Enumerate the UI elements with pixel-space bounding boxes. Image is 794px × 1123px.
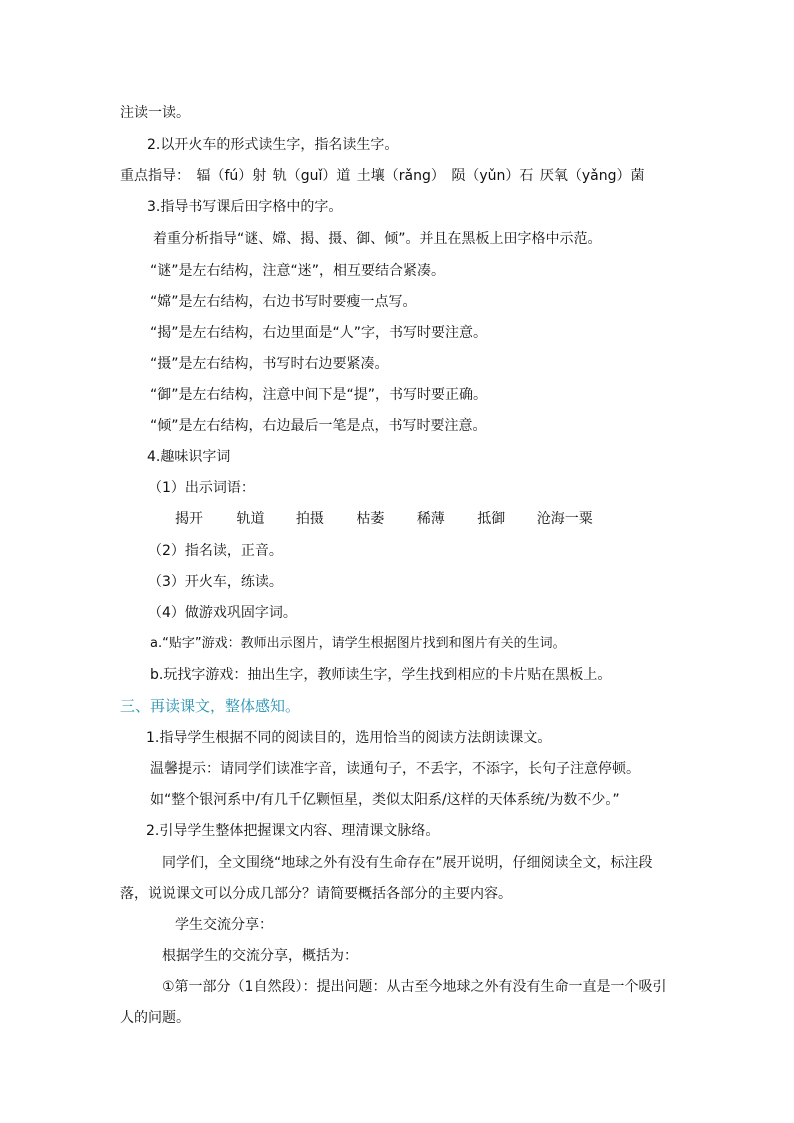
text-line: “倾”是左右结构，右边最后一笔是点，书写时要注意。	[150, 418, 487, 434]
text-line: 2.以开火车的形式读生字，指名读生字。	[147, 137, 399, 153]
word-list	[175, 510, 593, 528]
text-line: 学生交流分享：	[175, 917, 273, 933]
text-line: “谜”是左右结构，注意“迷”，相互要结合紧凑。	[150, 263, 446, 279]
text-line: 温馨提示：请同学们读准字音，读通句子，不丢字，不添字，长句子注意停顿。	[150, 761, 640, 777]
text-line: 如“整个银河系中/有几千亿颗恒星，类似太阳系/这样的天体系统/为数不少。”	[150, 792, 620, 808]
text-line: （4）做游戏巩固字词。	[148, 605, 297, 621]
text-line: （3）开火车，练读。	[148, 574, 283, 590]
text-line: “揭”是左右结构，右边里面是“人”字，书写时要注意。	[150, 325, 488, 341]
text-line: 落，说说课文可以分成几部分？请简要概括各部分的主要内容。	[120, 886, 512, 902]
word-item: 枯萎	[356, 511, 385, 527]
word-item: 拍摄	[295, 511, 324, 527]
text-line: （2）指名读，正音。	[148, 543, 283, 559]
text-line: ①第一部分（1自然段）：提出问题：从古至今地球之外有没有生命一直是一个吸引	[162, 979, 667, 995]
text-line: 重点指导： 辐（fú）射 轨（guǐ）道 土壤（rǎng） 陨（yǔn）石 厌氧（yǎng）菌	[120, 168, 645, 184]
word-item: 沧海一粟	[536, 511, 593, 527]
text-line: （1）出示词语：	[148, 480, 255, 496]
text-line: “御”是左右结构，注意中间下是“提”，书写时要正确。	[150, 387, 488, 403]
word-item: 揭开	[175, 511, 203, 527]
text-line: 2.引导学生整体把握课文内容、理清课文脉络。	[146, 823, 440, 839]
section-heading: 三、再读课文，整体感知。	[120, 697, 301, 715]
text-line: 1.指导学生根据不同的阅读目的，选用恰当的阅读方法朗读课文。	[146, 730, 552, 746]
word-item: 轨道	[236, 511, 265, 527]
text-line: 着重分析指导“谜、嫦、揭、摄、御、倾”。并且在黑板上田字格中示范。	[153, 231, 602, 247]
text-line: a.“贴字”游戏：教师出示图片，请学生根据图片找到和图片有关的生词。	[150, 636, 566, 651]
word-item: 抵御	[477, 511, 506, 527]
text-line: “摄”是左右结构，书写时右边要紧凑。	[150, 356, 389, 372]
text-line: 同学们，全文围绕“地球之外有没有生命存在”展开说明，仔细阅读全文，标注段	[162, 855, 653, 871]
text-line: 人的问题。	[120, 1010, 190, 1026]
text-line: 根据学生的交流分享，概括为：	[162, 948, 358, 964]
word-item: 稀薄	[416, 511, 445, 527]
text-line: 4.趣味识字词	[147, 449, 231, 465]
text-line: b.玩找字游戏：抽出生字，教师读生字，学生找到相应的卡片贴在黑板上。	[150, 667, 612, 683]
text-line: “嫦”是左右结构，右边书写时要瘦一点写。	[150, 294, 417, 310]
text-line: 3.指导书写课后田字格中的字。	[147, 199, 343, 215]
text-line: 注读一读。	[120, 105, 190, 121]
